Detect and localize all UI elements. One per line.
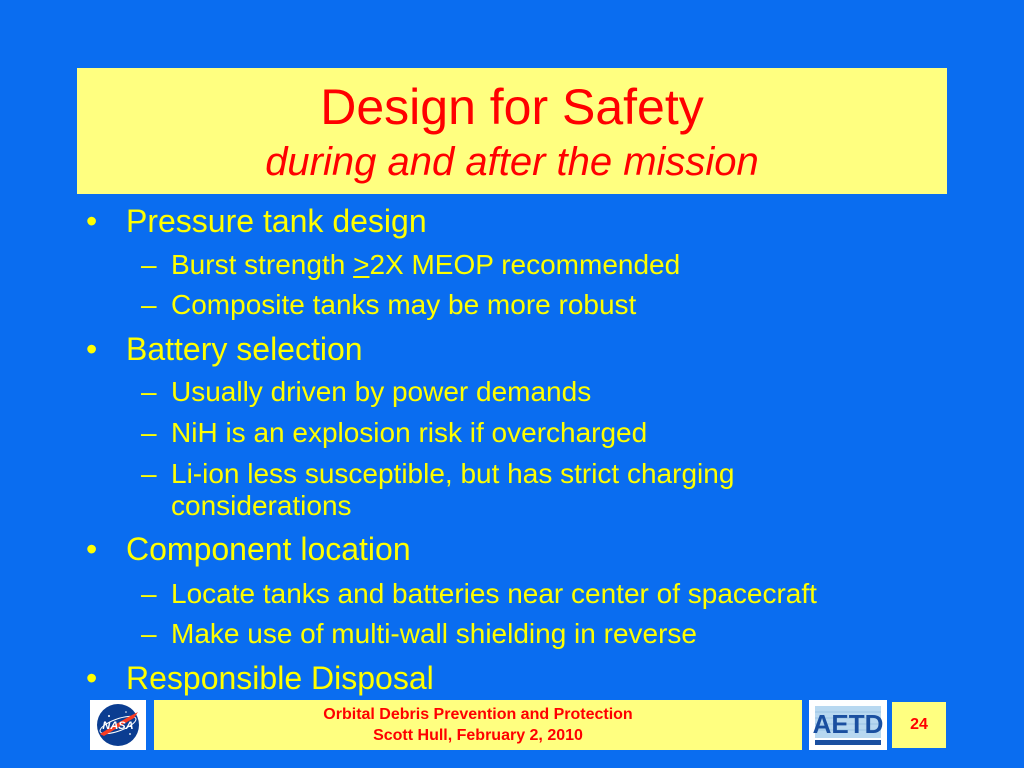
sub-bullet-composite-tanks [141,289,637,321]
sub-bullet-text-post: 2X MEOP recommended [369,249,681,280]
dash-marker: – [141,458,157,489]
sub-bullet-text: Locate tanks and batteries near center of spacecraft [171,578,817,609]
sub-bullet-text: considerations [171,490,352,521]
nasa-logo-text: NASA [102,720,134,732]
bullet-marker: • [86,531,98,567]
aetd-logo-text: AETD [812,709,884,739]
sub-bullet-text: Usually driven by power demands [171,376,592,407]
sub-bullet-multi-wall [141,618,697,650]
slide-subtitle: during and after the mission [265,140,759,184]
nasa-logo [90,700,146,750]
bullet-pressure-tank [86,203,427,239]
bullet-marker: • [86,203,98,239]
sub-bullet-text-pre: Burst strength [171,249,354,280]
sub-bullet-power-demands [141,376,592,408]
sub-bullet-text: NiH is an explosion risk if overcharged [171,417,648,448]
aetd-logo [809,700,887,750]
bullet-text: Battery selection [126,331,363,367]
sub-bullet-text: Make use of multi-wall shielding in reverse [171,618,697,649]
page-number: 24 [892,702,946,748]
dash-marker: – [141,249,157,280]
footer-caption [154,700,802,750]
dash-marker: – [141,376,157,407]
bullet-marker: • [86,660,98,696]
sub-bullet-li-ion-continued [171,490,352,522]
bullet-text: Component location [126,531,411,567]
sub-bullet-text: Li-ion less susceptible, but has strict charging [171,458,735,489]
bullet-responsible-disposal [86,660,434,696]
dash-marker: – [141,618,157,649]
footer-author-date: Scott Hull, February 2, 2010 [373,727,583,744]
bullet-text: Pressure tank design [126,203,427,239]
slide-title: Design for Safety [320,79,704,135]
dash-marker: – [141,289,157,320]
dash-marker: – [141,417,157,448]
dash-marker: – [141,578,157,609]
sub-bullet-nih-risk [141,417,648,449]
bullet-text: Responsible Disposal [126,660,434,696]
footer-title: Orbital Debris Prevention and Protection [323,706,633,723]
bullet-component-location [86,531,411,567]
sub-bullet-text: Composite tanks may be more robust [171,289,637,320]
sub-bullet-burst-strength [141,249,681,281]
sub-bullet-locate-tanks [141,578,817,610]
greater-equal-symbol: > [353,249,370,280]
bullet-battery-selection [86,331,363,367]
sub-bullet-li-ion [141,458,735,490]
bullet-marker: • [86,331,98,367]
